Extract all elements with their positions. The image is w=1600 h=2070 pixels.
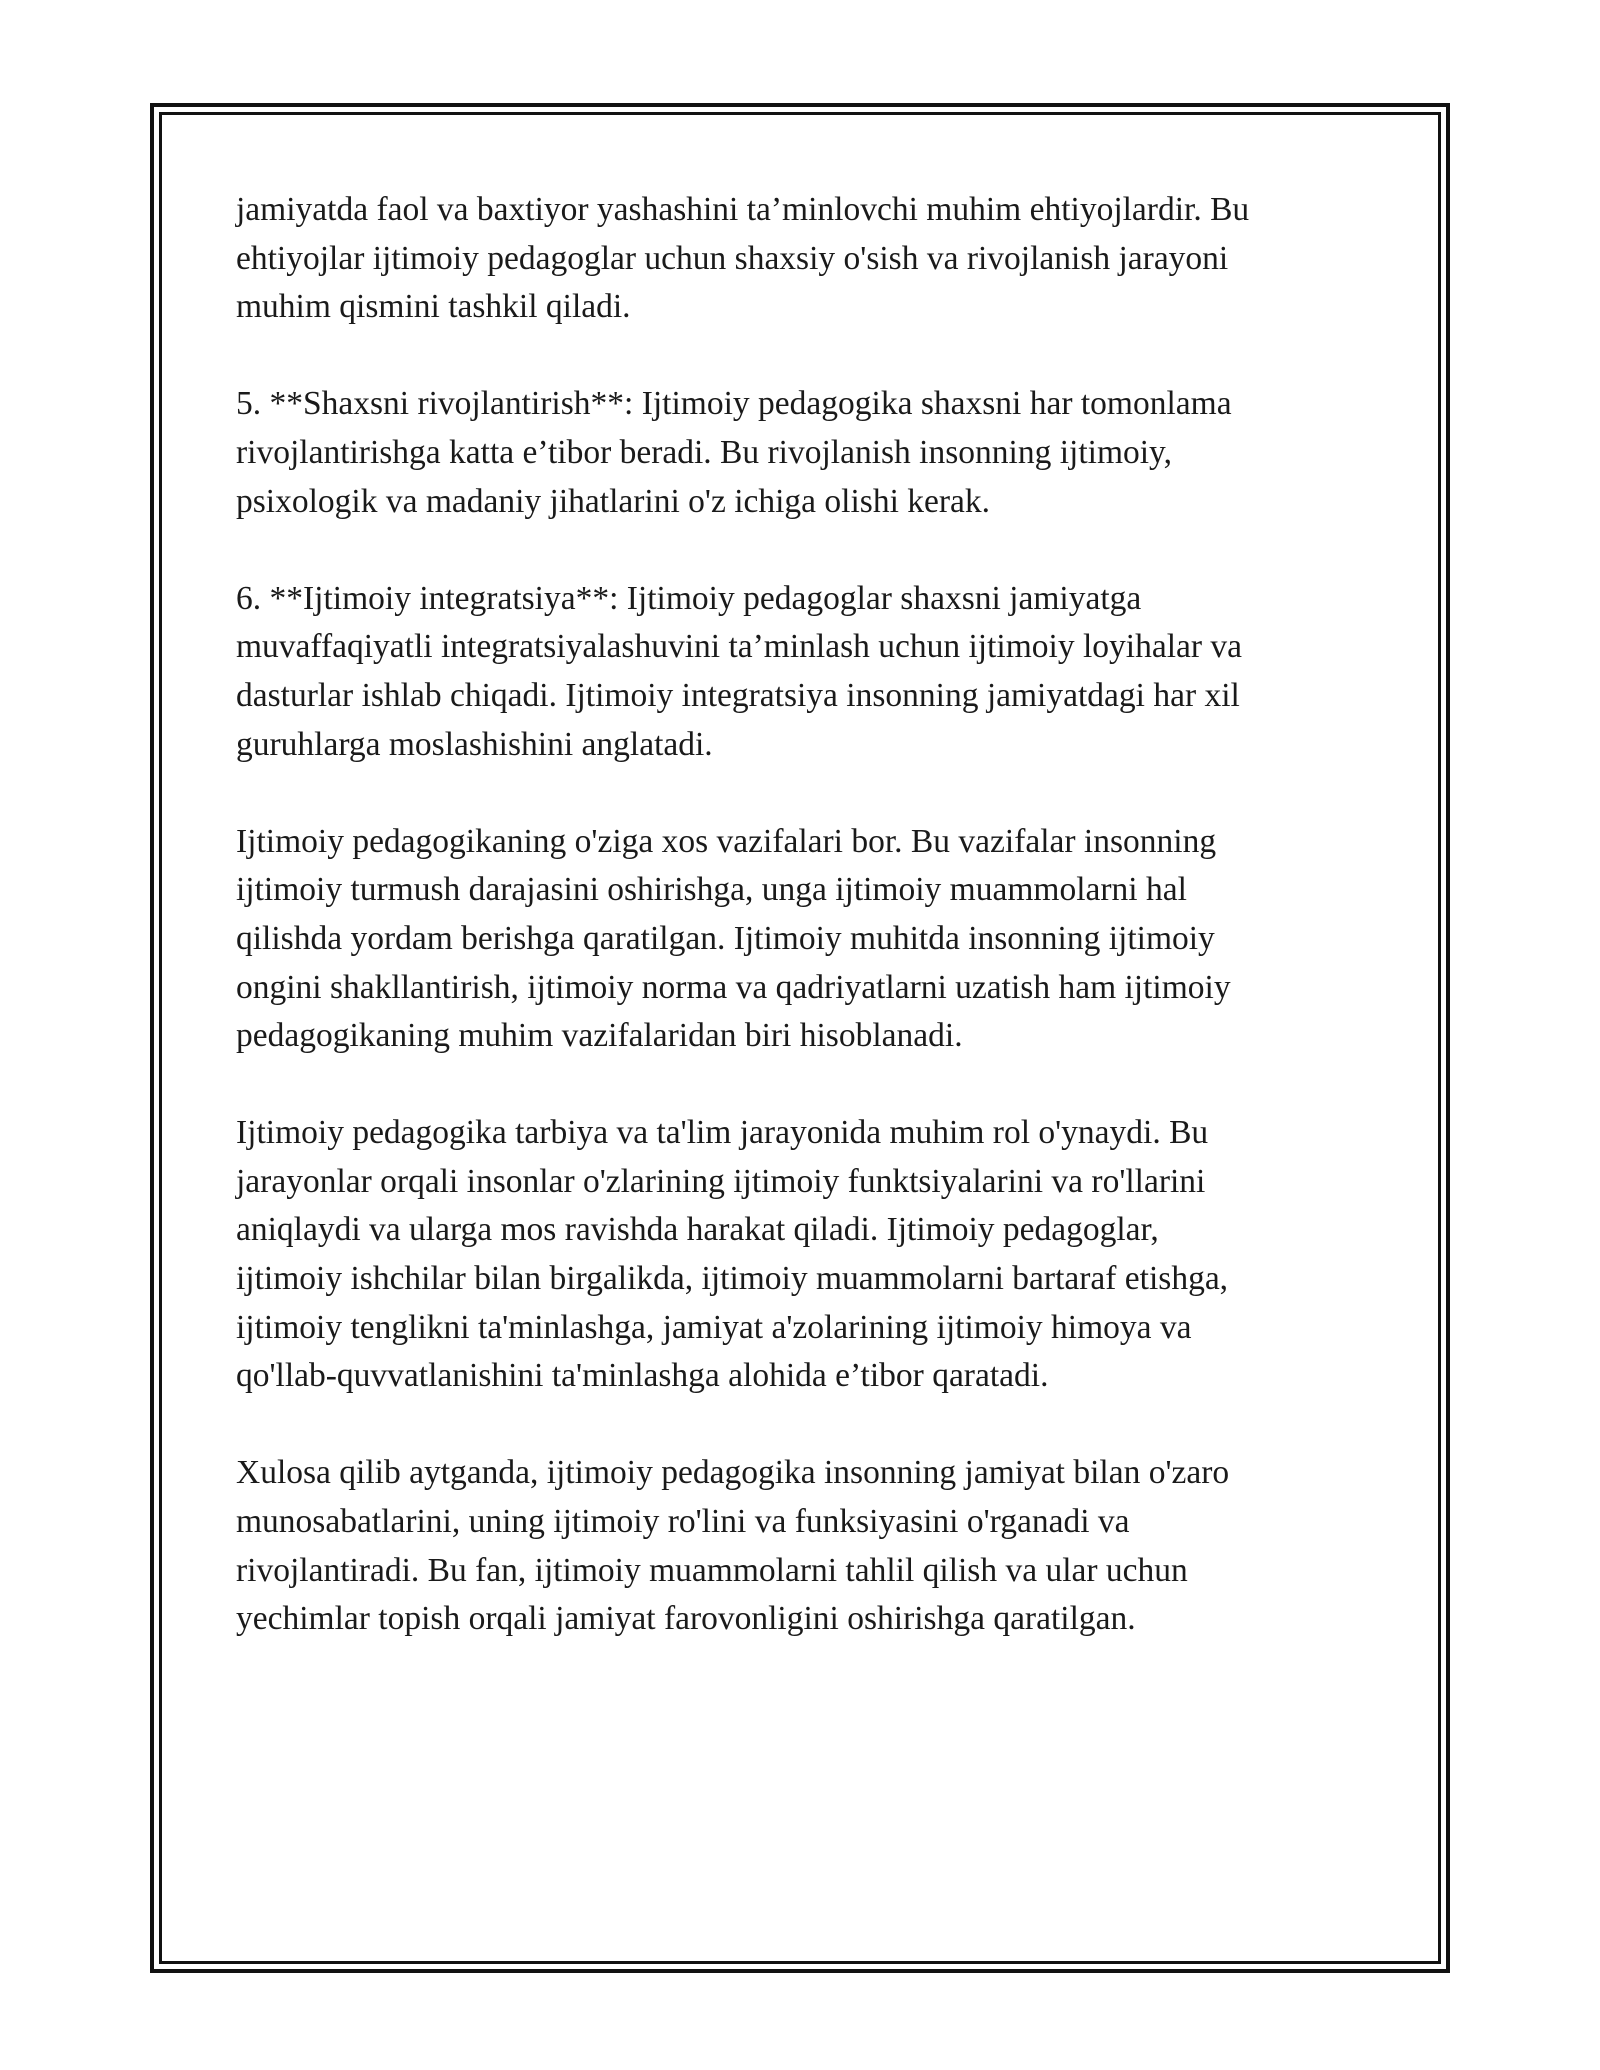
text-line: muhim qismini tashkil qiladi. [236, 288, 631, 326]
text-line: ijtimoiy turmush darajasini oshirishga, unga ijtimoiy muammolarni hal [236, 871, 1187, 909]
text-line: ijtimoiy tenglikni ta'minlashga, jamiyat a'zolarining ijtimoiy himoya va [236, 1308, 1192, 1346]
text-line: 6. **Ijtimoiy integratsiya**: Ijtimoiy pedagoglar shaxsni jamiyatga [236, 579, 1142, 617]
text-line: ijtimoiy ishchilar bilan birgalikda, ijtimoiy muammolarni bartaraf etishga, [236, 1260, 1229, 1298]
text-line: Ijtimoiy pedagogika tarbiya va ta'lim jarayonida muhim rol o'ynaydi. Bu [236, 1114, 1209, 1152]
text-line: 5. **Shaxsni rivojlantirish**: Ijtimoiy pedagogika shaxsni har tomonlama [236, 385, 1232, 423]
text-line: jamiyatda faol va baxtiyor yashashini ta’minlovchi muhim ehtiyojlardir. Bu [236, 191, 1250, 228]
paragraph-social-integration [236, 575, 1366, 769]
text-line: ongini shakllantirish, ijtimoiy norma va qadriyatlarni uzatish ham ijtimoiy [236, 968, 1231, 1006]
text-line: guruhlarga moslashishini anglatadi. [236, 725, 713, 763]
text-line: ehtiyojlar ijtimoiy pedagoglar uchun shaxsiy o'sish va rivojlanish jarayoni [236, 239, 1229, 277]
paragraph-needs-continuation [236, 186, 1366, 332]
text-line: aniqlaydi va ularga mos ravishda harakat qiladi. Ijtimoiy pedagoglar, [236, 1211, 1159, 1249]
paragraph-conclusion [236, 1449, 1366, 1643]
text-line: yechimlar topish orqali jamiyat farovonligini oshirishga qaratilgan. [236, 1600, 1136, 1638]
text-line: munosabatlarini, uning ijtimoiy ro'lini va funksiyasini o'rganadi va [236, 1503, 1130, 1541]
text-line: muvaffaqiyatli integratsiyalashuvini ta’minlash uchun ijtimoiy loyihalar va [236, 628, 1243, 666]
text-line: rivojlantirishga katta e’tibor beradi. Bu rivojlanish insonning ijtimoiy, [236, 433, 1173, 471]
text-line: Xulosa qilib aytganda, ijtimoiy pedagogika insonning jamiyat bilan o'zaro [236, 1454, 1230, 1492]
paragraph-specific-tasks [236, 818, 1366, 1061]
text-line: psixologik va madaniy jihatlarini o'z ichiga olishi kerak. [236, 482, 991, 520]
text-line: jarayonlar orqali insonlar o'zlarining ijtimoiy funktsiyalarini va ro'llarini [236, 1162, 1206, 1200]
text-line: qo'llab-quvvatlanishini ta'minlashga alohida e’tibor qaratadi. [236, 1357, 1049, 1395]
text-line: rivojlantiradi. Bu fan, ijtimoiy muammolarni tahlil qilish va ular uchun [236, 1551, 1188, 1589]
text-line: qilishda yordam berishga qaratilgan. Ijtimoiy muhitda insonning ijtimoiy [236, 919, 1215, 957]
paragraph-personal-development [236, 380, 1366, 526]
document-body [236, 186, 1366, 1692]
text-line: Ijtimoiy pedagogikaning o'ziga xos vazifalari bor. Bu vazifalar insonning [236, 822, 1217, 860]
text-line: pedagogikaning muhim vazifalaridan biri hisoblanadi. [236, 1017, 963, 1055]
text-line: dasturlar ishlab chiqadi. Ijtimoiy integratsiya insonning jamiyatdagi har xil [236, 676, 1240, 714]
paragraph-upbringing-education [236, 1109, 1366, 1401]
